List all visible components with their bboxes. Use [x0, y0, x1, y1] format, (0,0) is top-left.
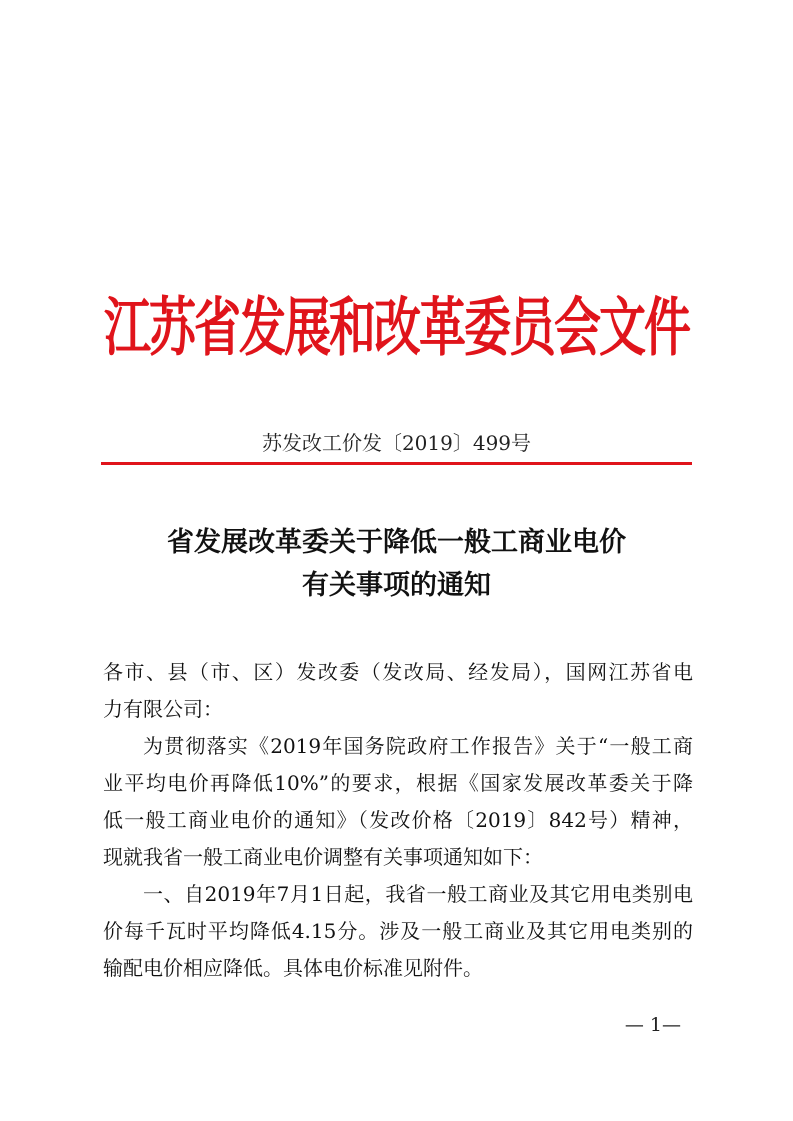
paragraph-2-line-3: 输配电价相应降低。具体电价标准见附件。 [103, 956, 483, 980]
addressee-line-2: 力有限公司： [103, 697, 223, 721]
issuer-title: 江苏省发展和改革委员会文件 [104, 291, 689, 366]
addressee-line-1: 各市、县（市、区）发改委（发改局、经发局），国网江苏省电 [103, 660, 693, 684]
paragraph-1-line-3: 低一般工商业电价的通知》（发改价格〔2019〕842号）精神， [103, 808, 693, 832]
document-title-line-1: 省发展改革委关于降低一般工商业电价 [167, 527, 626, 558]
document-title-line-2: 有关事项的通知 [302, 570, 491, 601]
paragraph-1-line-1: 为贯彻落实《2019年国务院政府工作报告》关于“一般工商 [143, 734, 693, 758]
document-number: 苏发改工价发〔2019〕499号 [261, 431, 532, 455]
paragraph-1-line-4: 现就我省一般工商业电价调整有关事项通知如下： [103, 845, 543, 869]
header-red-rule [101, 462, 692, 465]
paragraph-2-line-1: 一、自2019年7月1日起，我省一般工商业及其它用电类别电 [143, 882, 693, 906]
paragraph-1-line-2: 业平均电价再降低10%”的要求，根据《国家发展改革委关于降 [103, 771, 693, 795]
document-title [100, 521, 693, 607]
page-number: — 1— [624, 1014, 681, 1036]
paragraph-2-line-2: 价每千瓦时平均降低4.15分。涉及一般工商业及其它用电类别的 [103, 919, 693, 943]
document-body [103, 654, 693, 987]
